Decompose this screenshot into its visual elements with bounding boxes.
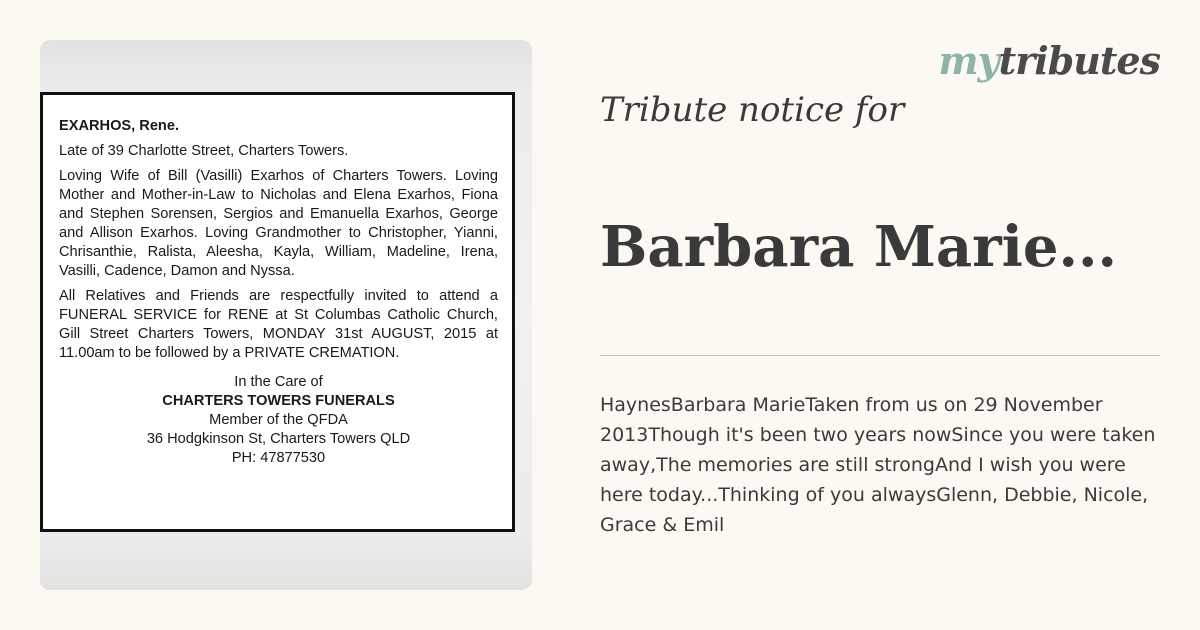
notice-care-intro: In the Care of bbox=[234, 374, 323, 390]
notice-frame bbox=[40, 92, 515, 532]
notice-family: Loving Wife of Bill (Vasilli) Exarhos of Charters Towers. Loving Mother and Mother-in-Law to Nicholas and Elena Exarhos, Fiona and Stephen Sorensen, Sergios and Emanuella Exarhos, George and Allison Exarhos. Loving Grandmother to Christopher, Yianni, Chrisanthie, Ralista, Aleesha, Kayla, William, Madeline, Irena, Vasilli, Cadence, Damon and Nyssa. bbox=[59, 168, 498, 279]
page-kicker: Tribute notice for bbox=[600, 90, 905, 130]
notice-residence: Late of 39 Charlotte Street, Charters Towers. bbox=[59, 143, 349, 159]
notice-care-member: Member of the QFDA bbox=[209, 412, 348, 428]
brand-logo-my: my bbox=[938, 38, 999, 83]
notice-deceased-name: EXARHOS, Rene. bbox=[59, 118, 180, 134]
notice-image bbox=[40, 40, 532, 590]
notice-care-name: CHARTERS TOWERS FUNERALS bbox=[162, 393, 395, 409]
brand-logo[interactable] bbox=[938, 38, 1160, 83]
tribute-text: HaynesBarbara MarieTaken from us on 29 November 2013Though it's been two years nowSince you were taken away,The memories are still strongAnd I wish you were here today...Thinking of you alwaysGlenn, Debbie, Nicole, Grace & Emil bbox=[600, 394, 1156, 536]
page-title: Barbara Marie... bbox=[600, 214, 1118, 280]
notice-care-phone: PH: 47877530 bbox=[231, 450, 326, 466]
divider bbox=[600, 355, 1160, 356]
notice-care-block bbox=[59, 373, 498, 468]
notice-care-address: 36 Hodgkinson St, Charters Towers QLD bbox=[146, 431, 411, 447]
notice-service: All Relatives and Friends are respectfully invited to attend a FUNERAL SERVICE for RENE at St Columbas Catholic Church, Gill Street Charters Towers, MONDAY 31st AUGUST, 2015 at 11.00am to be followed by a PRIVATE CREMATION. bbox=[59, 288, 498, 361]
brand-logo-tributes: tributes bbox=[998, 38, 1160, 83]
